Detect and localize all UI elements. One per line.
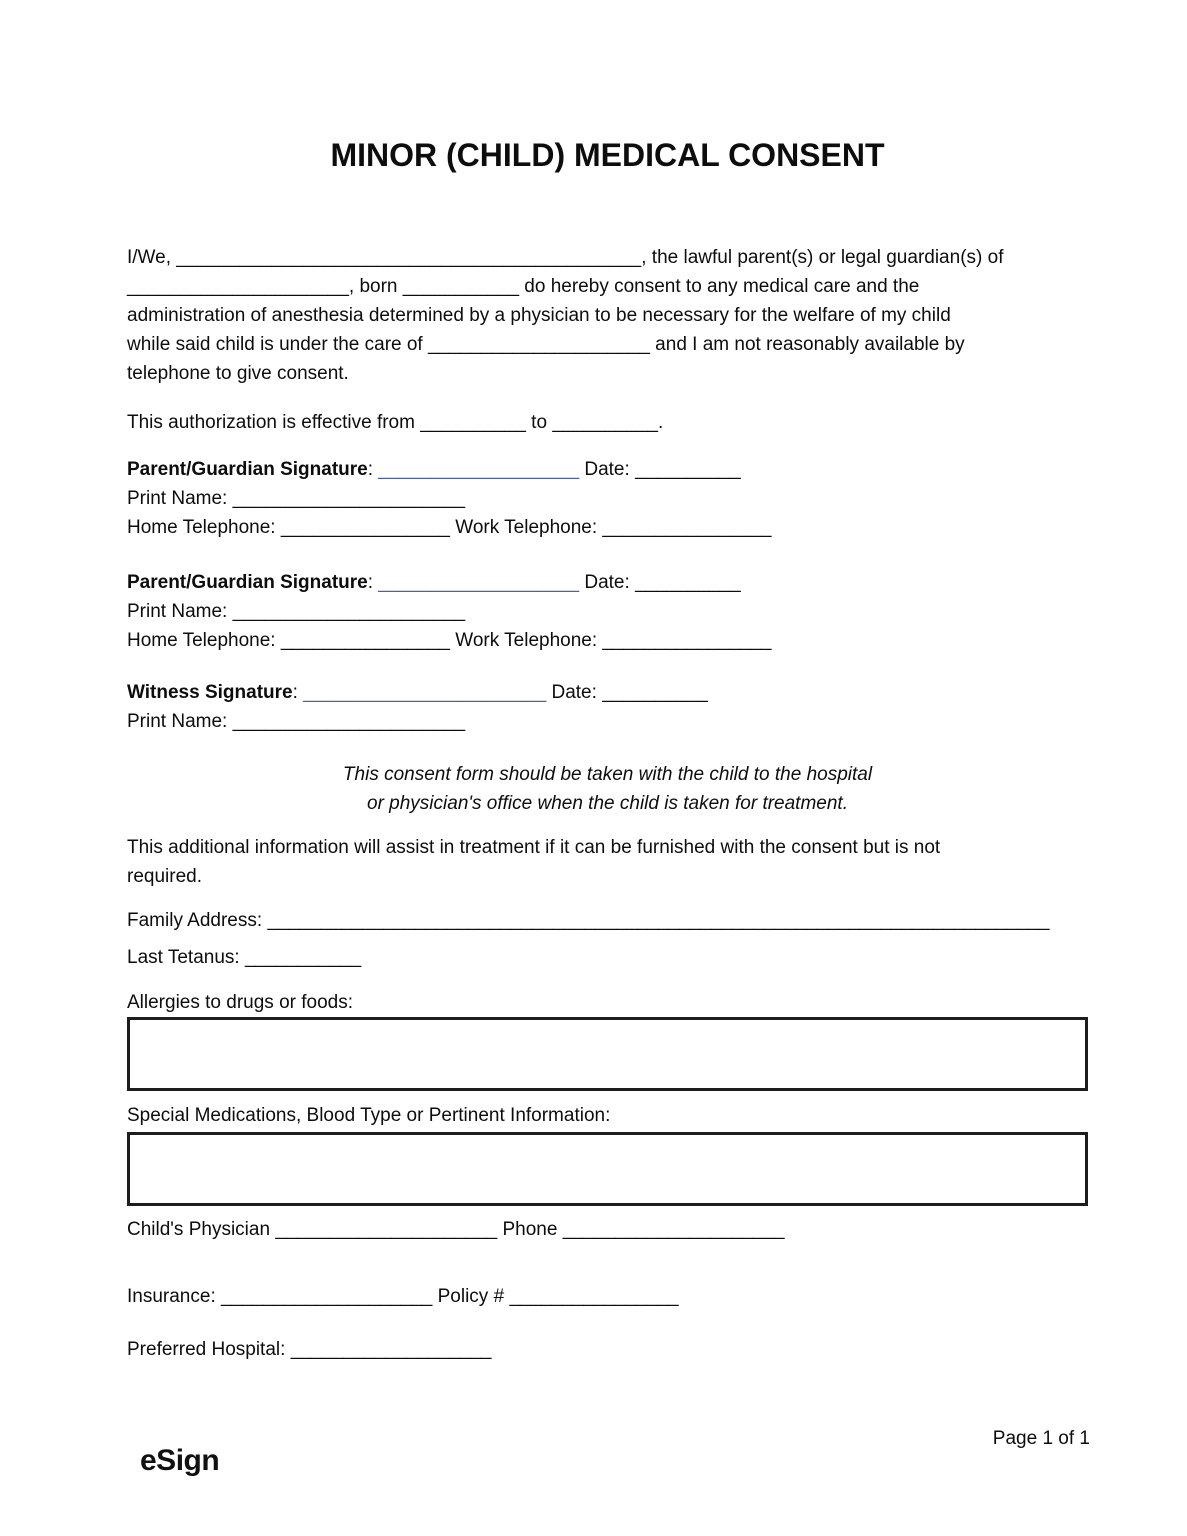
parent2-signature-field[interactable]: ___________________ <box>378 572 580 593</box>
intro-line1-pre: I/We, <box>127 247 177 268</box>
witness-signature-label: Witness Signature <box>127 682 293 703</box>
intro-line-3: administration of anesthesia determined by a physician to be necessary for the welfare of my child <box>127 305 951 326</box>
allergies-input-box[interactable] <box>127 1017 1088 1091</box>
additional-info-line-1: This additional information will assist in treatment if it can be furnished with the consent but is not <box>127 837 941 858</box>
intro-line4-post: and I am not reasonably available by <box>649 334 965 355</box>
form-title: MINOR (CHILD) MEDICAL CONSENT <box>330 137 885 173</box>
witness-date-label: Date: <box>546 682 603 703</box>
witness-print-name-blank: ______________________ <box>232 711 466 732</box>
parent1-home-telephone-label: Home Telephone: <box>127 517 281 538</box>
family-address-blank: __________________________________________________________________________ <box>267 910 1050 931</box>
last-tetanus-label: Last Tetanus: <box>127 947 245 968</box>
parent1-date-label: Date: <box>579 459 636 480</box>
special-medications-input-box[interactable] <box>127 1132 1088 1206</box>
consent-note <box>127 760 1088 818</box>
additional-info-line-2: required. <box>127 866 202 887</box>
parent1-print-name-label: Print Name: <box>127 488 233 509</box>
parent2-work-telephone-label: Work Telephone: <box>449 630 603 651</box>
effective-to-blank: __________ <box>552 412 658 433</box>
physician-row <box>127 1215 1088 1244</box>
authorization-post: . <box>657 412 664 433</box>
parent1-print-name-row <box>127 484 1088 513</box>
preferred-hospital-label: Preferred Hospital: <box>127 1339 291 1360</box>
last-tetanus-row <box>127 943 1088 972</box>
parent2-work-telephone-blank: ________________ <box>602 630 772 651</box>
policy-number-label: Policy # <box>432 1286 510 1307</box>
parent1-work-telephone-label: Work Telephone: <box>449 517 603 538</box>
parent1-work-telephone-blank: ________________ <box>602 517 772 538</box>
page-indicator: Page 1 of 1 <box>992 1428 1090 1449</box>
intro-line2-post: do hereby consent to any medical care and the <box>519 276 920 297</box>
document-content <box>0 138 1187 1364</box>
authorization-mid: to <box>525 412 553 433</box>
parent2-signature-colon: : <box>367 572 379 593</box>
family-address-row <box>127 906 1088 935</box>
parent2-date-blank: __________ <box>635 572 741 593</box>
physician-blank: _____________________ <box>275 1219 498 1240</box>
parent1-signature-block <box>127 455 1088 542</box>
allergies-label: Allergies to drugs or foods: <box>127 992 354 1013</box>
esign-logo: eSign <box>140 1444 220 1477</box>
parent1-date-blank: __________ <box>635 459 741 480</box>
intro-line1-post: , the lawful parent(s) or legal guardian(s) of <box>641 247 1004 268</box>
intro-line2-mid: , born <box>348 276 403 297</box>
witness-signature-colon: : <box>292 682 304 703</box>
consent-note-line-1: This consent form should be taken with the child to the hospital <box>342 764 873 785</box>
parent1-print-name-blank: ______________________ <box>232 488 466 509</box>
physician-phone-blank: _____________________ <box>562 1219 785 1240</box>
witness-signature-field[interactable]: _______________________ <box>303 682 547 703</box>
insurance-blank: ____________________ <box>221 1286 433 1307</box>
parents-name-blank: ____________________________________________ <box>176 247 642 268</box>
parent2-print-name-label: Print Name: <box>127 601 233 622</box>
preferred-hospital-blank: ___________________ <box>290 1339 492 1360</box>
physician-phone-label: Phone <box>497 1219 563 1240</box>
witness-print-name-row <box>127 707 1088 736</box>
parent1-home-telephone-blank: ________________ <box>280 517 450 538</box>
intro-paragraph <box>127 243 1088 388</box>
parent2-signature-label: Parent/Guardian Signature <box>127 572 368 593</box>
intro-line-5: telephone to give consent. <box>127 363 349 384</box>
intro-line-1 <box>127 243 1088 272</box>
parent1-signature-field[interactable]: ___________________ <box>378 459 580 480</box>
parent1-signature-row <box>127 455 1088 484</box>
parent1-signature-colon: : <box>367 459 379 480</box>
parent2-date-label: Date: <box>579 572 636 593</box>
caregiver-name-blank: _____________________ <box>428 334 650 355</box>
intro-line4-pre: while said child is under the care of <box>127 334 428 355</box>
parent2-print-name-row <box>127 597 1088 626</box>
additional-info-paragraph <box>127 833 1088 891</box>
parent1-signature-label: Parent/Guardian Signature <box>127 459 368 480</box>
parent2-signature-block <box>127 568 1088 655</box>
insurance-label: Insurance: <box>127 1286 221 1307</box>
witness-signature-block <box>127 678 1088 736</box>
family-address-label: Family Address: <box>127 910 268 931</box>
insurance-row <box>127 1282 1088 1311</box>
parent2-home-telephone-label: Home Telephone: <box>127 630 281 651</box>
witness-print-name-label: Print Name: <box>127 711 233 732</box>
intro-line-4 <box>127 330 1088 359</box>
intro-line-2 <box>127 272 1088 301</box>
authorization-pre: This authorization is effective from <box>127 412 421 433</box>
witness-signature-row <box>127 678 1088 707</box>
effective-from-blank: __________ <box>420 412 526 433</box>
physician-label: Child's Physician <box>127 1219 276 1240</box>
parent2-signature-row <box>127 568 1088 597</box>
last-tetanus-blank: ___________ <box>244 947 362 968</box>
consent-note-line-2: or physician's office when the child is taken for treatment. <box>367 793 848 814</box>
special-medications-label: Special Medications, Blood Type or Pertinent Information: <box>127 1105 611 1126</box>
parent2-print-name-blank: ______________________ <box>232 601 466 622</box>
birth-date-blank: ___________ <box>402 276 520 297</box>
authorization-line <box>127 408 1088 437</box>
witness-date-blank: __________ <box>602 682 708 703</box>
preferred-hospital-row <box>127 1335 1088 1364</box>
policy-number-blank: ________________ <box>509 1286 679 1307</box>
parent1-telephone-row <box>127 513 1088 542</box>
parent2-home-telephone-blank: ________________ <box>280 630 450 651</box>
child-name-blank: _____________________ <box>127 276 349 297</box>
parent2-telephone-row <box>127 626 1088 655</box>
